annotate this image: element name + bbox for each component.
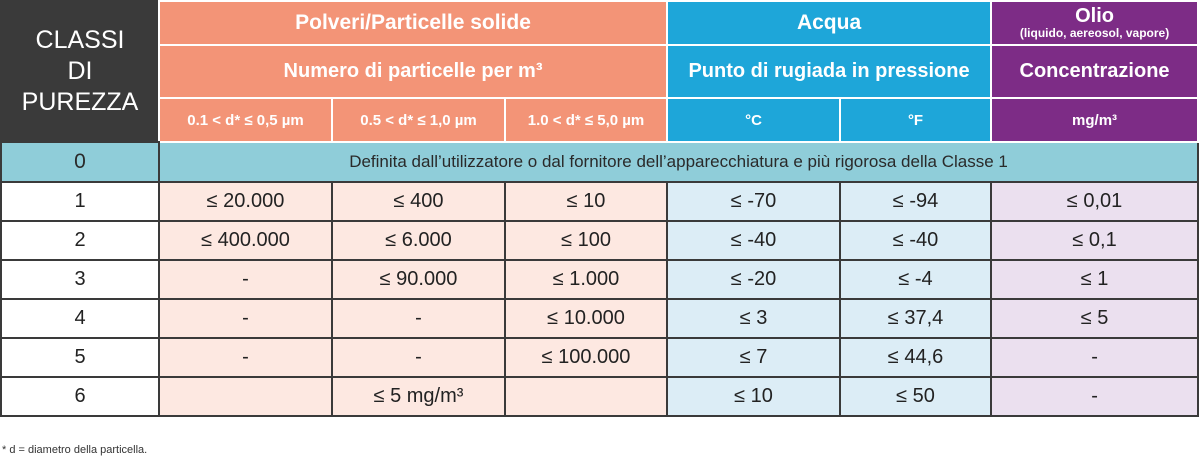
acqua-celsius-cell: ≤ 3 [667,299,840,338]
class-cell: 5 [1,338,159,377]
table-row [1,260,1198,299]
acqua-fahrenheit-cell: ≤ 44,6 [840,338,991,377]
acqua-celsius-cell: ≤ 7 [667,338,840,377]
classes-header-line-3: PUREZZA [21,88,139,116]
acqua-fahrenheit-cell: ≤ -40 [840,221,991,260]
acqua-celsius-cell: ≤ -20 [667,260,840,299]
olio-subtitle: Concentrazione [991,45,1198,98]
olio-cell: ≤ 0,1 [991,221,1198,260]
classes-header-line-1: CLASSI [35,26,125,54]
acqua-fahrenheit-cell: ≤ 37,4 [840,299,991,338]
acqua-col-fahrenheit: °F [840,98,991,142]
olio-col-mg: mg/m³ [991,98,1198,142]
acqua-fahrenheit-cell: ≤ 50 [840,377,991,416]
polveri-subtitle: Numero di particelle per m³ [159,45,667,98]
acqua-celsius-cell: ≤ -40 [667,221,840,260]
polveri-col-2: 0.5 < d* ≤ 1,0 µm [332,98,505,142]
olio-title-cell [991,1,1198,45]
class-cell: 2 [1,221,159,260]
olio-cell: - [991,338,1198,377]
footnote: * d = diametro della particella. [2,444,148,456]
polveri-cell: - [332,299,505,338]
class-cell: 1 [1,182,159,221]
class-0-description: Definita dall’utilizzatore o dal fornitore dell’apparecchiatura e più rigorosa della Classe 1 [159,142,1198,182]
class-cell: 4 [1,299,159,338]
acqua-celsius-cell: ≤ 10 [667,377,840,416]
polveri-title: Polveri/Particelle solide [159,1,667,45]
olio-cell: ≤ 0,01 [991,182,1198,221]
polveri-cell: ≤ 400.000 [159,221,332,260]
polveri-cell: - [159,338,332,377]
polveri-cell-empty [505,377,667,416]
olio-cell: - [991,377,1198,416]
acqua-fahrenheit-cell: ≤ -94 [840,182,991,221]
table-row [1,221,1198,260]
olio-title-note: (liquido, aereosol, vapore) [1019,26,1170,40]
polveri-cell: - [159,260,332,299]
table-row [1,182,1198,221]
olio-cell: ≤ 5 [991,299,1198,338]
class-cell: 0 [1,142,159,182]
classes-header [1,1,159,142]
polveri-col-3: 1.0 < d* ≤ 5,0 µm [505,98,667,142]
olio-title: Olio [1075,5,1114,27]
acqua-fahrenheit-cell: ≤ -4 [840,260,991,299]
polveri-cell: ≤ 5 mg/m³ [332,377,505,416]
acqua-title: Acqua [667,1,991,45]
table-row [1,377,1198,416]
polveri-cell: - [332,338,505,377]
acqua-subtitle: Punto di rugiada in pressione [667,45,991,98]
table-row [1,299,1198,338]
polveri-cell: ≤ 6.000 [332,221,505,260]
polveri-cell: - [159,299,332,338]
table-row [1,338,1198,377]
polveri-cell: ≤ 90.000 [332,260,505,299]
polveri-cell: ≤ 20.000 [159,182,332,221]
polveri-cell-empty [159,377,332,416]
polveri-col-1: 0.1 < d* ≤ 0,5 µm [159,98,332,142]
polveri-cell: ≤ 10 [505,182,667,221]
table-row-class-0 [1,142,1198,182]
acqua-col-celsius: °C [667,98,840,142]
acqua-celsius-cell: ≤ -70 [667,182,840,221]
class-cell: 3 [1,260,159,299]
class-cell: 6 [1,377,159,416]
polveri-cell: ≤ 100 [505,221,667,260]
polveri-cell: ≤ 10.000 [505,299,667,338]
polveri-cell: ≤ 1.000 [505,260,667,299]
polveri-cell: ≤ 400 [332,182,505,221]
classes-header-line-2: DI [67,57,93,85]
polveri-cell: ≤ 100.000 [505,338,667,377]
olio-cell: ≤ 1 [991,260,1198,299]
